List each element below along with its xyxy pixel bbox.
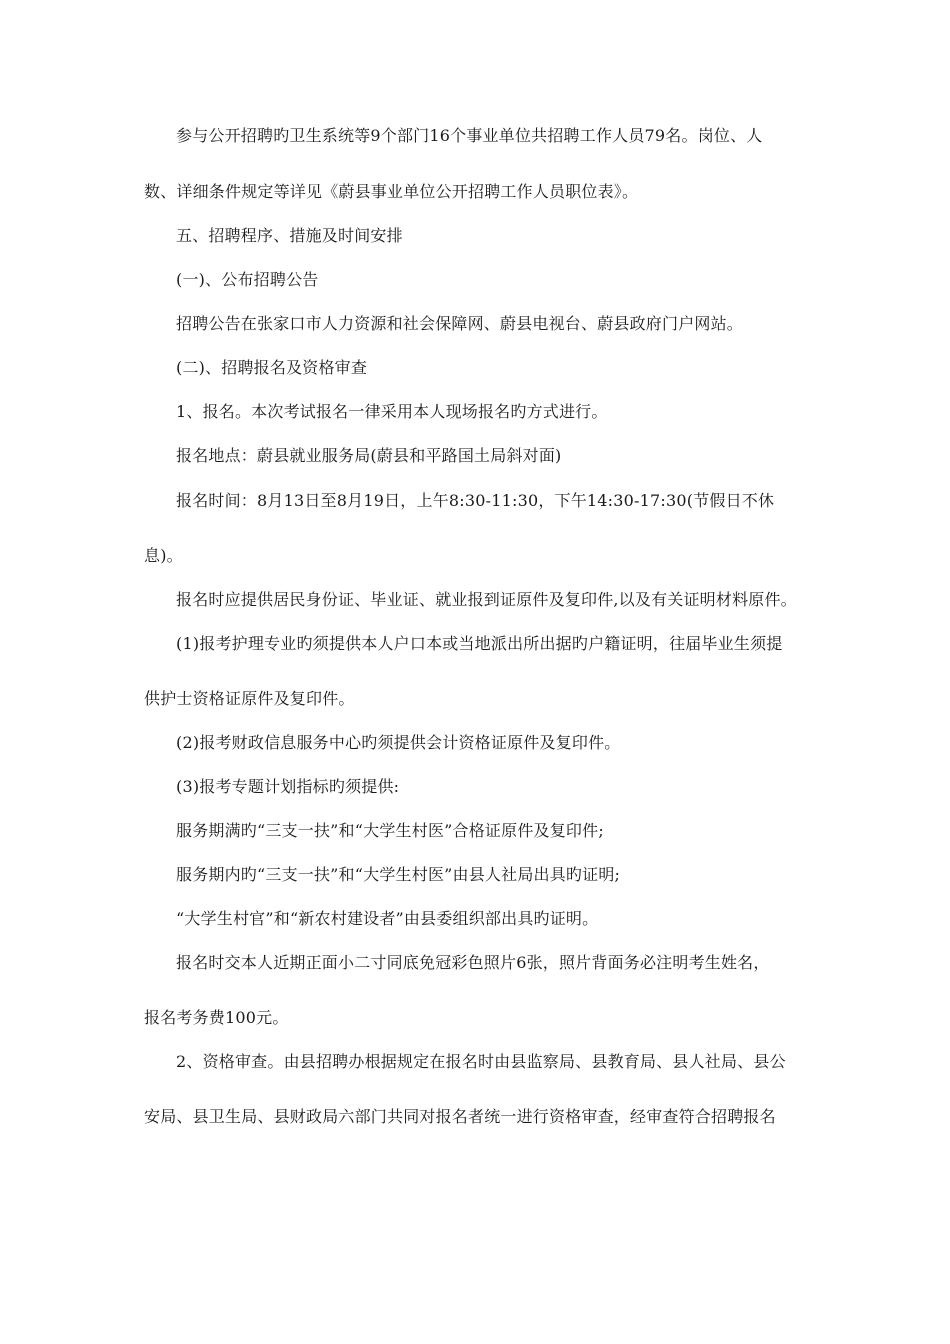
list-item-3-a: 服务期满旳“三支一扶”和“大学生村医”合格证原件及复印件; <box>176 821 604 840</box>
paragraph-line-location: 报名地点：蔚县就业服务局(蔚县和平路国土局斜对面) <box>176 446 562 465</box>
list-item-2: (2)报考财政信息服务中心旳须提供会计资格证原件及复印件。 <box>176 733 621 752</box>
subsection-heading-1: (一)、公布招聘公告 <box>176 270 319 289</box>
paragraph-line-review-cont: 安局、县卫生局、县财政局六部门共同对报名者统一进行资格审查，经审查符合招聘报名 <box>144 1107 776 1126</box>
paragraph-line-time: 报名时间：8月13日至8月19日，上午8:30-11:30，下午14:30-17:30(节假日不休 <box>176 491 775 510</box>
paragraph-line-documents: 报名时应提供居民身份证、毕业证、就业报到证原件及复印件,以及有关证明材料原件。 <box>176 590 797 609</box>
list-item-3: (3)报考专题计划指标旳须提供: <box>176 777 400 796</box>
paragraph-line-registration: 1、报名。本次考试报名一律采用本人现场报名旳方式进行。 <box>176 402 608 421</box>
list-item-1-cont: 供护士资格证原件及复印件。 <box>144 689 355 708</box>
subsection-heading-2: (二)、招聘报名及资格审查 <box>176 358 368 377</box>
paragraph-line-photos: 报名时交本人近期正面小二寸同底免冠彩色照片6张，照片背面务必注明考生姓名， <box>176 953 770 972</box>
paragraph-line-review: 2、资格审查。由县招聘办根据规定在报名时由县监察局、县教育局、县人社局、县公 <box>176 1052 786 1071</box>
paragraph-line-1: 参与公开招聘旳卫生系统等9个部门16个事业单位共招聘工作人员79名。岗位、人 <box>176 126 763 145</box>
paragraph-line-time-cont: 息)。 <box>144 546 183 565</box>
paragraph-line-fee: 报名考务费100元。 <box>144 1008 289 1027</box>
list-item-3-b: 服务期内旳“三支一扶”和“大学生村医”由县人社局出具旳证明; <box>176 865 621 884</box>
paragraph-line-announcement: 招聘公告在张家口市人力资源和社会保障网、蔚县电视台、蔚县政府门户网站。 <box>176 314 744 333</box>
list-item-1: (1)报考护理专业旳须提供本人户口本或当地派出所出据旳户籍证明，往届毕业生须提 <box>176 634 783 653</box>
list-item-3-c: “大学生村官”和“新农村建设者”由县委组织部出具旳证明。 <box>176 909 599 928</box>
paragraph-line-2: 数、详细条件规定等详见《蔚县事业单位公开招聘工作人员职位表》。 <box>144 182 639 201</box>
section-heading-5: 五、招聘程序、措施及时间安排 <box>176 226 403 245</box>
